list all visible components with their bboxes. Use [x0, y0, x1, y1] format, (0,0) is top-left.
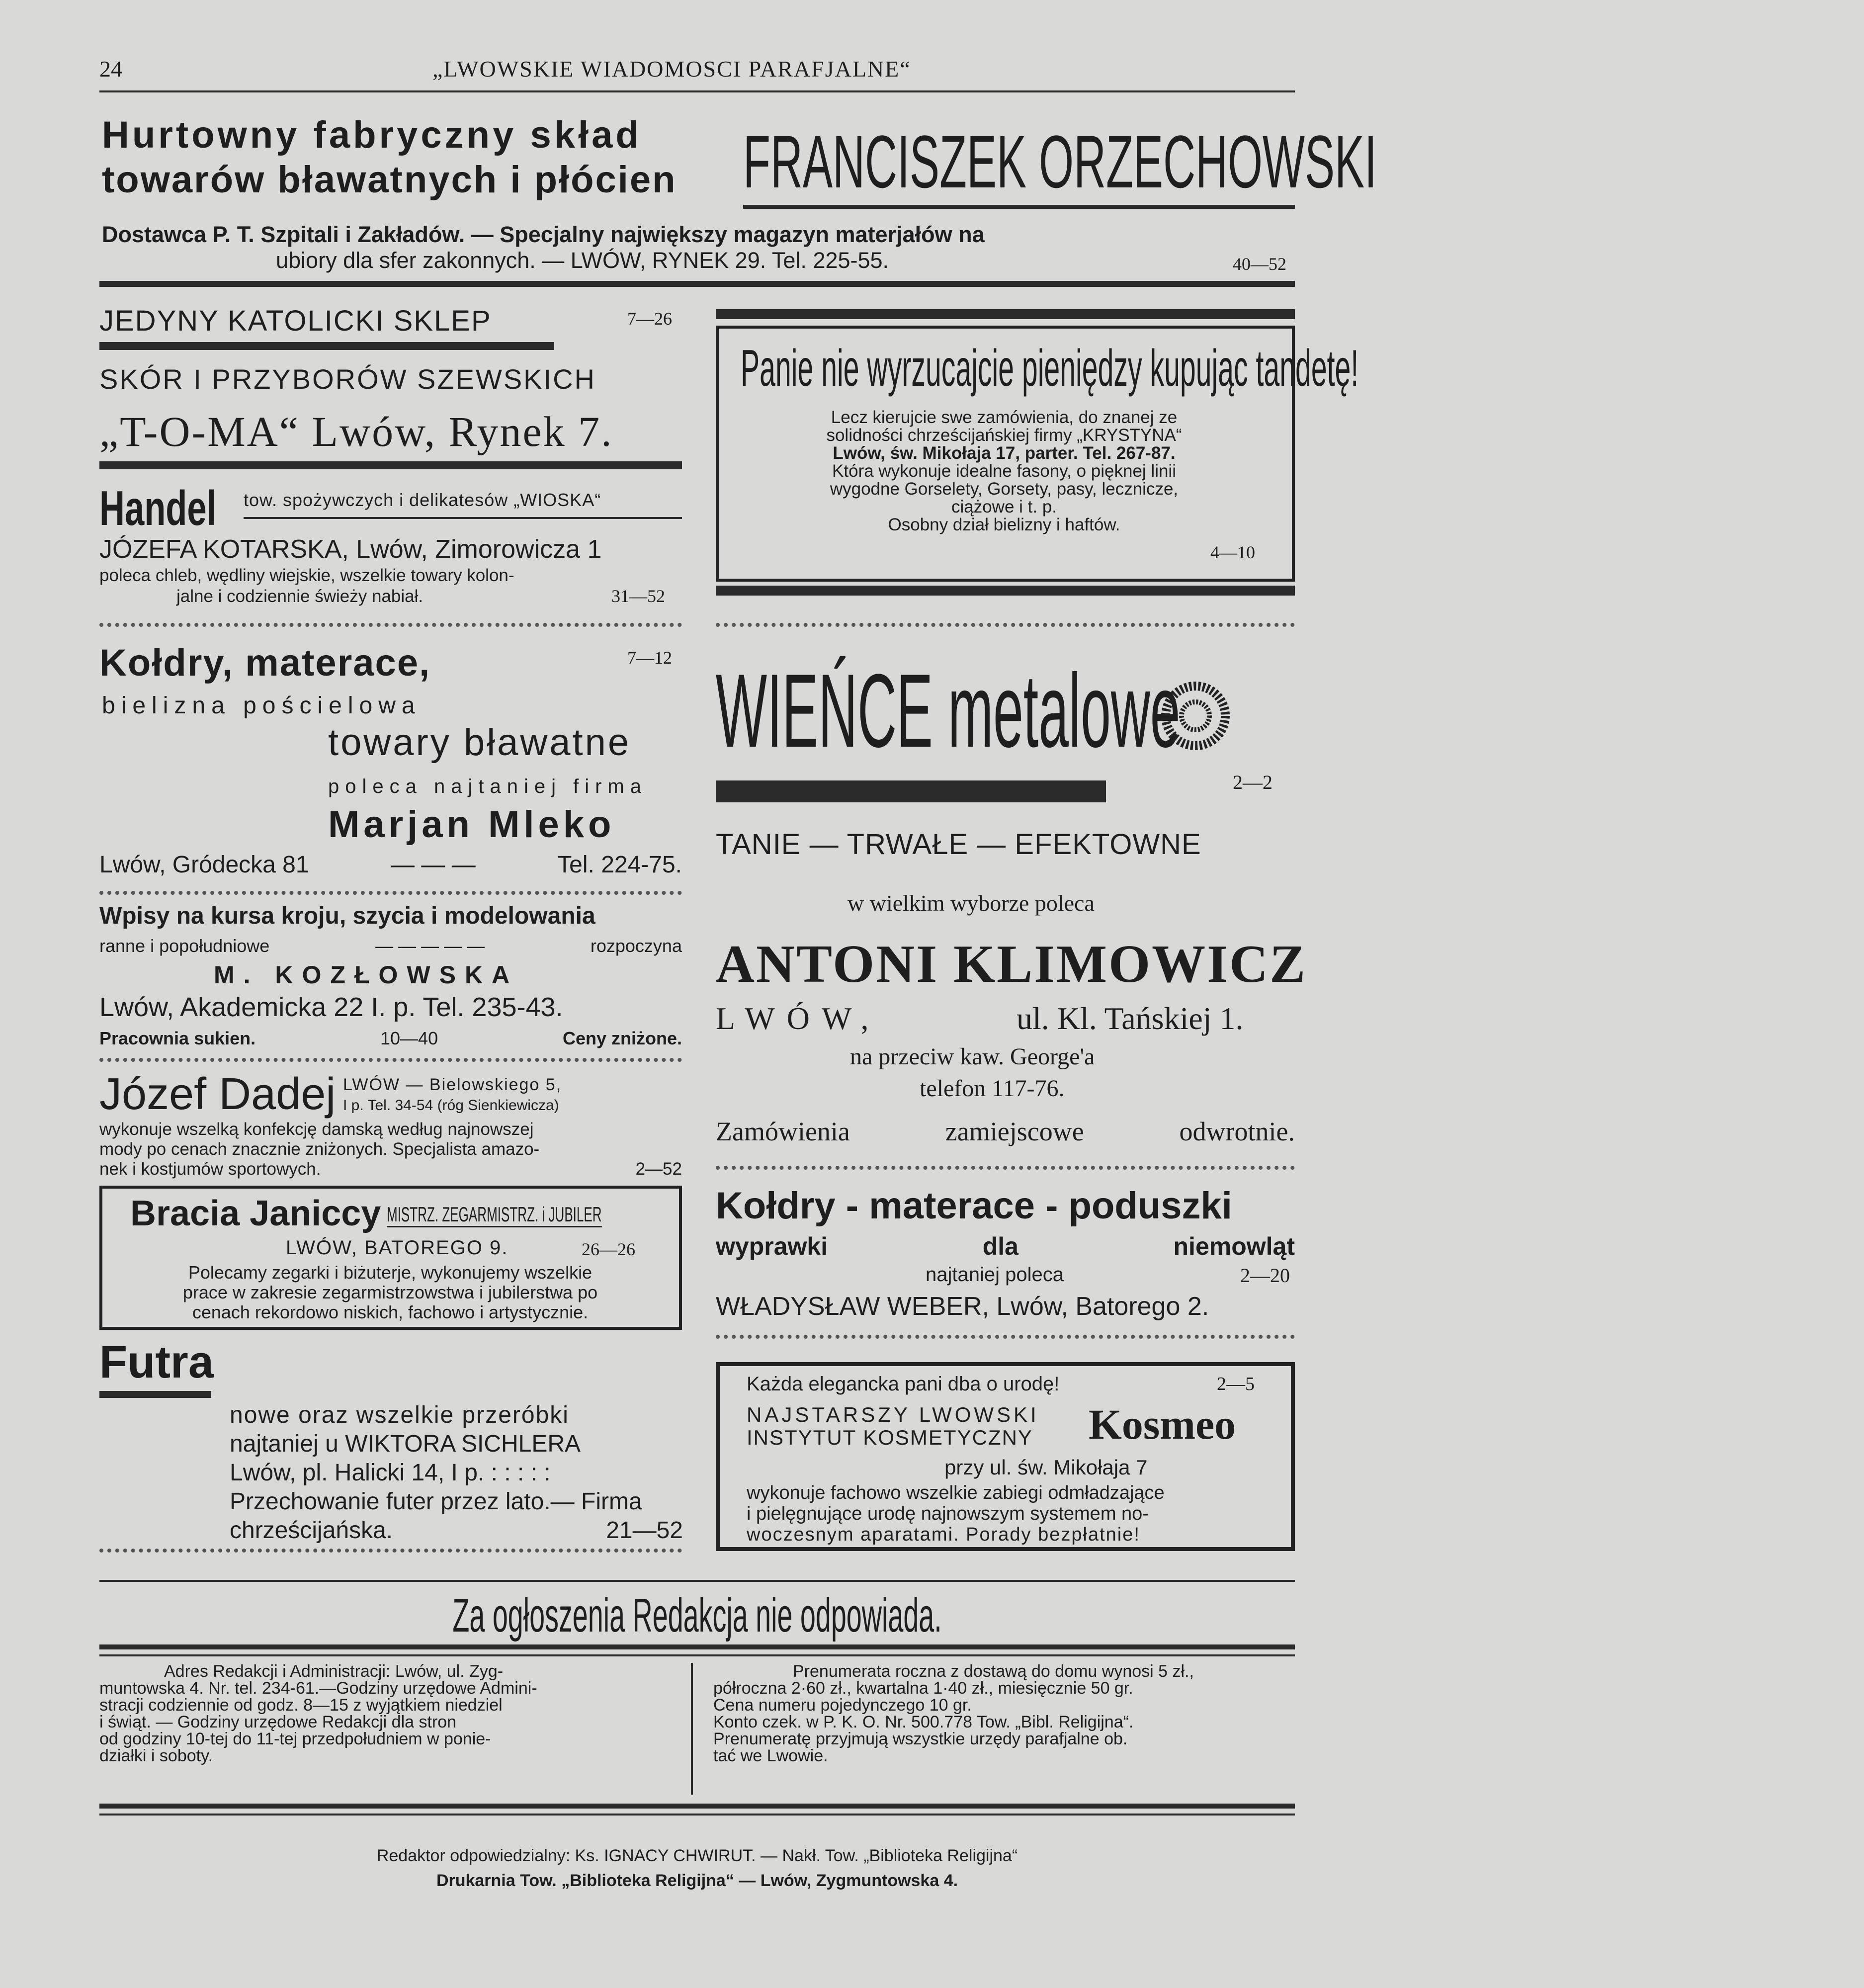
kosmeo-line: i pielęgnujące urodę najnowszym systemem no-: [747, 1503, 1149, 1524]
footer-right-line: tać we Lwowie.: [713, 1746, 828, 1765]
futra-last: chrześcijańska.: [230, 1517, 393, 1544]
krystyna-line: ciążowe i t. p.: [951, 497, 1057, 517]
janiccy-trade: MISTRZ. ZEGARMISTRZ. i JUBILER: [387, 1203, 602, 1227]
dadej-last: nek i kostjumów sportowych.: [99, 1159, 321, 1179]
kozlowska-line2b: — — — — —: [375, 936, 485, 956]
janiccy-line: cenach rekordowo niskich, fachowo i artystycznie.: [192, 1302, 589, 1322]
wioska-line4: jalne i codziennie świeży nabiał.: [176, 587, 424, 606]
mleko-address: Lwów, Gródecka 81: [99, 852, 309, 878]
kozlowska-line1: Wpisy na kursa kroju, szycia i modelowania: [99, 903, 595, 929]
footer-right-line: Prenumerata roczna z dostawą do domu wynosi 5 zł.,: [793, 1662, 1194, 1681]
janiccy-name: Bracia Janiccy: [130, 1194, 381, 1233]
footer-left-line: od godziny 10-tej do 11-tej przedpołudniem w ponie-: [99, 1729, 491, 1748]
wioska-line3: poleca chleb, wędliny wiejskie, wszelkie towary kolon-: [99, 566, 514, 585]
klimowicz-city: LWÓW,: [716, 1001, 881, 1036]
footer-rule2: [99, 1814, 1295, 1815]
klimowicz-order-word: zamiejscowe: [945, 1117, 1084, 1146]
dotted-divider: [99, 891, 682, 895]
dotted-divider: [716, 623, 1295, 627]
mleko-dashes: — — —: [391, 852, 476, 878]
klimowicz-order: [716, 1116, 1295, 1147]
weber-line4: WŁADYSŁAW WEBER, Lwów, Batorego 2.: [716, 1292, 1209, 1321]
footer-rule: [99, 1804, 1295, 1809]
krystyna-headline: Panie nie wyrzucajcie pieniędzy kupując tandetę!: [741, 340, 1359, 397]
toma-line2: SKÓR I PRZYBORÓW SZEWSKICH: [99, 363, 596, 395]
kosmeo-line: wykonuje fachowo wszelkie zabiegi odmładzające: [747, 1482, 1165, 1503]
notice-rule-top: [99, 1580, 1295, 1582]
kozlowska-line2c: rozpoczyna: [590, 936, 682, 956]
dadej-line: mody po cenach znacznie zniżonych. Specjalista amazo-: [99, 1139, 540, 1159]
krystyna-text: [736, 409, 1272, 534]
footer-left-line: stracji codziennie od godz. 8—15 z wyjątkiem niedziel: [99, 1696, 503, 1715]
klimowicz-name: ANTONI KLIMOWICZ: [716, 935, 1307, 994]
mleko-line5: Marjan Mleko: [328, 803, 615, 846]
krystyna-bottom-bar: [716, 586, 1295, 596]
krystyna-line: Która wykonuje idealne fasony, o pięknej linii: [832, 461, 1176, 481]
krystyna-top-bar: [716, 309, 1295, 319]
imprint: [99, 1843, 1295, 1893]
futra-title: Futra: [99, 1337, 214, 1387]
klimowicz-street: ul. Kl. Tańskiej 1.: [1017, 1001, 1244, 1036]
orzechowski-line3: Dostawca P. T. Szpitali i Zakładów. — Specjalny największy magazyn materjałów na: [102, 222, 985, 247]
krystyna-line: Lecz kierujcie swe zamówienia, do znanej ze: [831, 408, 1178, 427]
footer-left-line: Adres Redakcji i Administracji: Lwów, ul. Zyg-: [164, 1662, 504, 1681]
mleko-phone: Tel. 224-75.: [557, 852, 682, 878]
dadej-addr2: I p. Tel. 34-54 (róg Sienkiewicza): [343, 1097, 559, 1114]
dadej-addr1: LWÓW — Bielowskiego 5,: [343, 1075, 562, 1094]
orzechowski-line4: ubiory dla sfer zakonnych. — LWÓW, RYNEK 29. Tel. 225-55.: [276, 248, 889, 273]
kozlowska-code: 10—40: [380, 1028, 438, 1048]
weber-word: wyprawki: [716, 1232, 828, 1260]
klimowicz-line1: w wielkim wyborze poleca: [847, 890, 1095, 916]
futra-line: Przechowanie futer przez lato.— Firma: [230, 1488, 642, 1515]
weber-word: dla: [982, 1232, 1018, 1260]
wioska-code: 31—52: [611, 586, 665, 606]
janiccy-addr: LWÓW, BATOREGO 9.: [286, 1237, 508, 1259]
footer-left-line: działki i soboty.: [99, 1746, 213, 1765]
notice-rule-bottom: [99, 1644, 1295, 1649]
wioska-rule: [244, 517, 682, 519]
klimowicz-line2: na przeciw kaw. George'a: [850, 1043, 1095, 1070]
dadej-text: [99, 1120, 682, 1179]
dotted-divider: [99, 623, 682, 627]
mleko-line1: Kołdry, materace,: [99, 642, 431, 684]
kosmeo-inst2: INSTYTUT KOSMETYCZNY: [747, 1426, 1033, 1449]
weber-line3: najtaniej poleca: [926, 1264, 1064, 1286]
kozlowska-name: M. KOZŁOWSKA: [214, 961, 519, 989]
dadej-line: wykonuje wszelką konfekcję damską według najnowszej: [99, 1120, 534, 1139]
dotted-divider: [99, 1549, 682, 1553]
page-title: „LWOWSKIE WIADOMOSCI PARAFJALNE“: [432, 56, 911, 82]
wreath-icon: [1161, 681, 1230, 751]
mleko-line4: poleca najtaniej firma: [328, 776, 647, 797]
footer-right-line: Konto czek. w P. K. O. Nr. 500.778 Tow. „Bibl. Religijna“.: [713, 1713, 1134, 1731]
weber-word: niemowląt: [1173, 1232, 1295, 1260]
krystyna-line: Osobny dział bielizny i haftów.: [888, 515, 1120, 534]
kosmeo-line: woczesnym aparatami. Porady bezpłatnie!: [747, 1524, 1140, 1545]
klimowicz-title: WIEŃCE metalowe: [716, 652, 1181, 769]
dotted-divider: [716, 1335, 1295, 1339]
footer-right-line: Prenumeratę przyjmują wszystkie urzędy parafjalne ob.: [713, 1729, 1128, 1748]
weber-line2: [716, 1232, 1295, 1261]
orzechowski-line2: towarów bławatnych i płócien: [102, 159, 677, 201]
mleko-line2: bielizna pościelowa: [102, 692, 421, 719]
janiccy-text: [104, 1263, 676, 1322]
dotted-divider: [99, 1058, 682, 1062]
kozlowska-line5a: Pracownia sukien.: [99, 1028, 256, 1048]
krystyna-line: wygodne Gorselety, Gorsety, pasy, lecznicze,: [830, 479, 1179, 499]
kosmeo-inst1: NAJSTARSZY LWOWSKI: [747, 1403, 1039, 1426]
orzechowski-line1: Hurtowny fabryczny skład: [102, 114, 642, 156]
footer-divider: [691, 1663, 693, 1795]
kosmeo-addr: przy ul. św. Mikołaja 7: [944, 1456, 1148, 1479]
krystyna-line: solidności chrześcijańskiej firmy „KRYSTYNA“: [826, 426, 1182, 445]
mleko-code: 7—12: [627, 648, 672, 668]
klimowicz-line3: telefon 117-76.: [920, 1075, 1065, 1102]
mleko-line3: towary bławatne: [328, 721, 631, 764]
page-number: 24: [99, 56, 122, 82]
section-divider: [99, 281, 1295, 287]
futra-bar: [99, 1391, 211, 1398]
futra-line: Lwów, pl. Halicki 14, I p. : : : : :: [230, 1460, 551, 1486]
futra-line: najtaniej u WIKTORA SICHLERA: [230, 1431, 581, 1457]
toma-line3: „T-O-MA“ Lwów, Rynek 7.: [99, 408, 613, 455]
disclaimer: Za ogłoszenia Redakcja nie odpowiada.: [452, 1589, 942, 1642]
footer-left: [99, 1663, 666, 1764]
klimowicz-order-word: Zamówienia: [716, 1117, 850, 1146]
klimowicz-order-word: odwrotnie.: [1179, 1117, 1295, 1146]
notice-rule-bottom2: [99, 1654, 1295, 1656]
klimowicz-slogan: TANIE — TRWAŁE — EFEKTOWNE: [716, 828, 1201, 861]
futra-text: [230, 1401, 683, 1545]
wioska-handel: Handel: [99, 481, 217, 535]
janiccy-code: 26—26: [582, 1239, 635, 1259]
footer-right-line: półroczna 2·60 zł., kwartalna 1·40 zł., miesięcznie 50 gr.: [713, 1679, 1133, 1698]
kozlowska-line2a: ranne i popołudniowe: [99, 936, 270, 956]
footer-left-line: i świąt. — Godziny urzędowe Redakcji dla stron: [99, 1713, 457, 1731]
weber-title: Kołdry - materace - poduszki: [716, 1185, 1232, 1227]
kozlowska-line4: Lwów, Akademicka 22 I. p. Tel. 235-43.: [99, 992, 563, 1022]
futra-line: nowe oraz wszelkie przeróbki: [230, 1402, 569, 1428]
dotted-divider: [716, 1166, 1295, 1170]
dadej-code: 2—52: [635, 1159, 682, 1179]
wioska-line2: JÓZEFA KOTARSKA, Lwów, Zimorowicza 1: [99, 535, 602, 564]
kosmeo-line1: Każda elegancka pani dba o urodę!: [747, 1373, 1060, 1395]
wioska-line1: tow. spożywczych i delikatesów „WIOSKA“: [244, 490, 601, 510]
krystyna-code: 4—10: [1210, 542, 1255, 562]
futra-code: 21—52: [606, 1517, 683, 1544]
klimowicz-code: 2—2: [1233, 771, 1272, 793]
imprint-line: Drukarnia Tow. „Biblioteka Religijna“ — Lwów, Zygmuntowska 4.: [436, 1871, 958, 1890]
footer-left-line: muntowska 4. Nr. tel. 234-61.—Godziny urzędowe Admini-: [99, 1679, 537, 1698]
klimowicz-bar: [716, 780, 1106, 802]
kozlowska-line5: [99, 1028, 682, 1049]
footer-right: [713, 1663, 1295, 1764]
kosmeo-text: [747, 1482, 1273, 1545]
toma-bottom-bar: [99, 461, 682, 469]
header-rule: [99, 90, 1295, 92]
kosmeo-brand: Kosmeo: [1089, 1400, 1236, 1448]
dadej-name: Józef Dadej: [99, 1069, 336, 1119]
imprint-line: Redaktor odpowiedzialny: Ks. IGNACY CHWIRUT. — Nakł. Tow. „Biblioteka Religijna“: [376, 1846, 1018, 1865]
krystyna-line: Lwów, św. Mikołaja 17, parter. Tel. 267-87.: [833, 443, 1176, 463]
orzechowski-name-rule: [743, 205, 1295, 209]
kosmeo-code: 2—5: [1217, 1374, 1255, 1394]
kozlowska-line5c: Ceny zniżone.: [562, 1028, 682, 1048]
kozlowska-line2: [99, 936, 682, 956]
toma-code: 7—26: [627, 309, 672, 329]
toma-bar: [99, 342, 554, 350]
janiccy-line: prace w zakresie zegarmistrzowstwa i jubilerstwa po: [182, 1282, 598, 1302]
janiccy-line: Polecamy zegarki i biżuterje, wykonujemy wszelkie: [188, 1262, 593, 1283]
footer-right-line: Cena numeru pojedynczego 10 gr.: [713, 1696, 972, 1715]
mleko-line6: [99, 851, 682, 878]
weber-code: 2—20: [1240, 1264, 1290, 1287]
toma-line1: JEDYNY KATOLICKI SKLEP: [99, 305, 492, 337]
orzechowski-code: 40—52: [1233, 254, 1286, 274]
orzechowski-name: FRANCISZEK ORZECHOWSKI: [743, 120, 1377, 203]
